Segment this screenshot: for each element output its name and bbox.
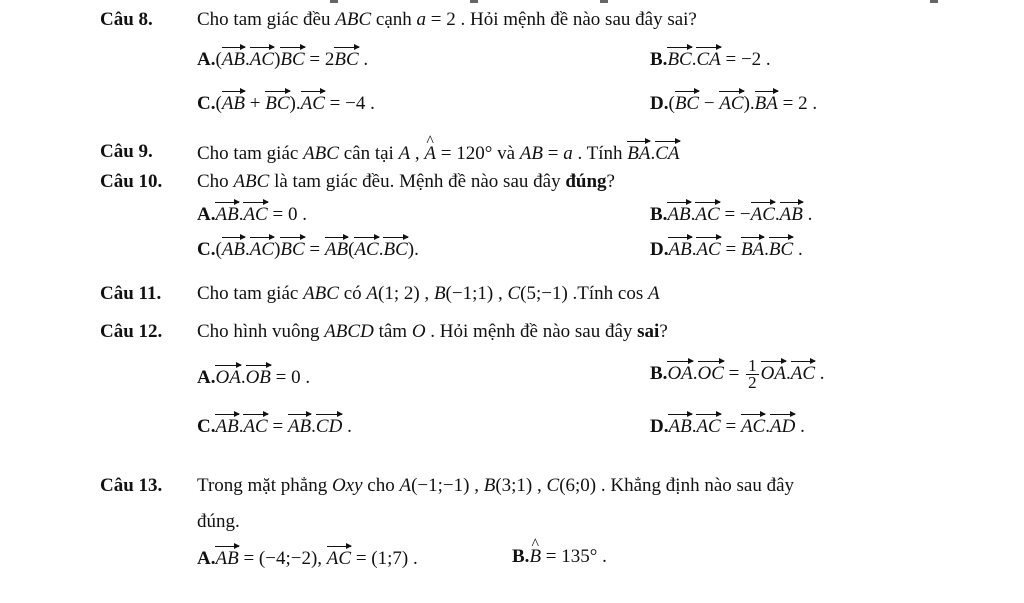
question-stem: Cho tam giác ABC cân tại A , ^ A = 120° và AB = a . Tính BA.CA — [197, 140, 680, 166]
option-label: D. — [650, 239, 669, 260]
question-stem: Cho ABC là tam giác đều. Mệnh đề nào sau đây đúng? — [197, 171, 615, 192]
q10-option-c[interactable]: C.(AB.AC)BC = AB(AC.BC). — [197, 236, 419, 262]
option-label: B. — [650, 362, 668, 384]
q12-option-b[interactable]: B.OA.OC = $\frac{1}{2}$ OA.AC . — [650, 356, 825, 392]
option-label: A. — [197, 204, 216, 225]
question-number: Câu 11. — [100, 283, 162, 304]
option-label: B. — [650, 204, 668, 225]
q12-option-d[interactable]: D.AB.AC = AC.AD . — [650, 413, 805, 439]
option-label: B. — [650, 49, 668, 70]
q8-option-c[interactable]: C.(AB + BC).AC = −4 . — [197, 90, 375, 116]
q13-option-b[interactable]: B.^ B = 135° . — [512, 545, 607, 569]
q10-option-b[interactable]: B.AB.AC = −AC.AB . — [650, 201, 812, 227]
question-13-stem-continued: đúng. — [197, 511, 240, 532]
option-label: C. — [197, 239, 216, 260]
question-stem: Cho tam giác đều ABC cạnh a = 2 . Hỏi mệnh đề nào sau đây sai? — [197, 9, 697, 30]
option-label: A. — [197, 548, 216, 569]
question-number: Câu 13. — [100, 475, 163, 496]
q13-option-a[interactable]: A.AB = (−4;−2), AC = (1;7) . — [197, 545, 418, 571]
question-stem: Cho hình vuông ABCD tâm O . Hỏi mệnh đề nào sau đây sai? — [197, 321, 668, 342]
option-label: C. — [197, 93, 216, 114]
option-label: D. — [650, 416, 669, 437]
q8-option-a[interactable]: A.(AB.AC)BC = 2BC . — [197, 46, 368, 72]
q8-option-b[interactable]: B.BC.CA = −2 . — [650, 46, 771, 72]
q10-option-a[interactable]: A.AB.AC = 0 . — [197, 201, 307, 227]
q10-option-d[interactable]: D.AB.AC = BA.BC . — [650, 236, 803, 262]
option-label: A. — [197, 367, 216, 388]
question-stem: Cho tam giác ABC có A(1; 2) , B(−1;1) , C(5;−1) .Tính cos A — [197, 283, 660, 304]
q12-option-a[interactable]: A.OA.OB = 0 . — [197, 364, 310, 390]
q8-option-d[interactable]: D.(BC − AC).BA = 2 . — [650, 90, 817, 116]
question-number: Câu 9. — [100, 141, 153, 162]
option-label: B. — [512, 546, 530, 567]
question-number: Câu 8. — [100, 9, 153, 30]
question-number: Câu 12. — [100, 321, 163, 342]
top-edge-marks — [0, 0, 1024, 6]
option-label: A. — [197, 49, 216, 70]
question-stem: Trong mặt phẳng Oxy cho A(−1;−1) , B(3;1) , C(6;0) . Khẳng định nào sau đây — [197, 475, 795, 496]
option-label: C. — [197, 416, 216, 437]
option-label: D. — [650, 93, 669, 114]
q12-option-c[interactable]: C.AB.AC = AB.CD . — [197, 413, 352, 439]
question-number: Câu 10. — [100, 171, 163, 192]
